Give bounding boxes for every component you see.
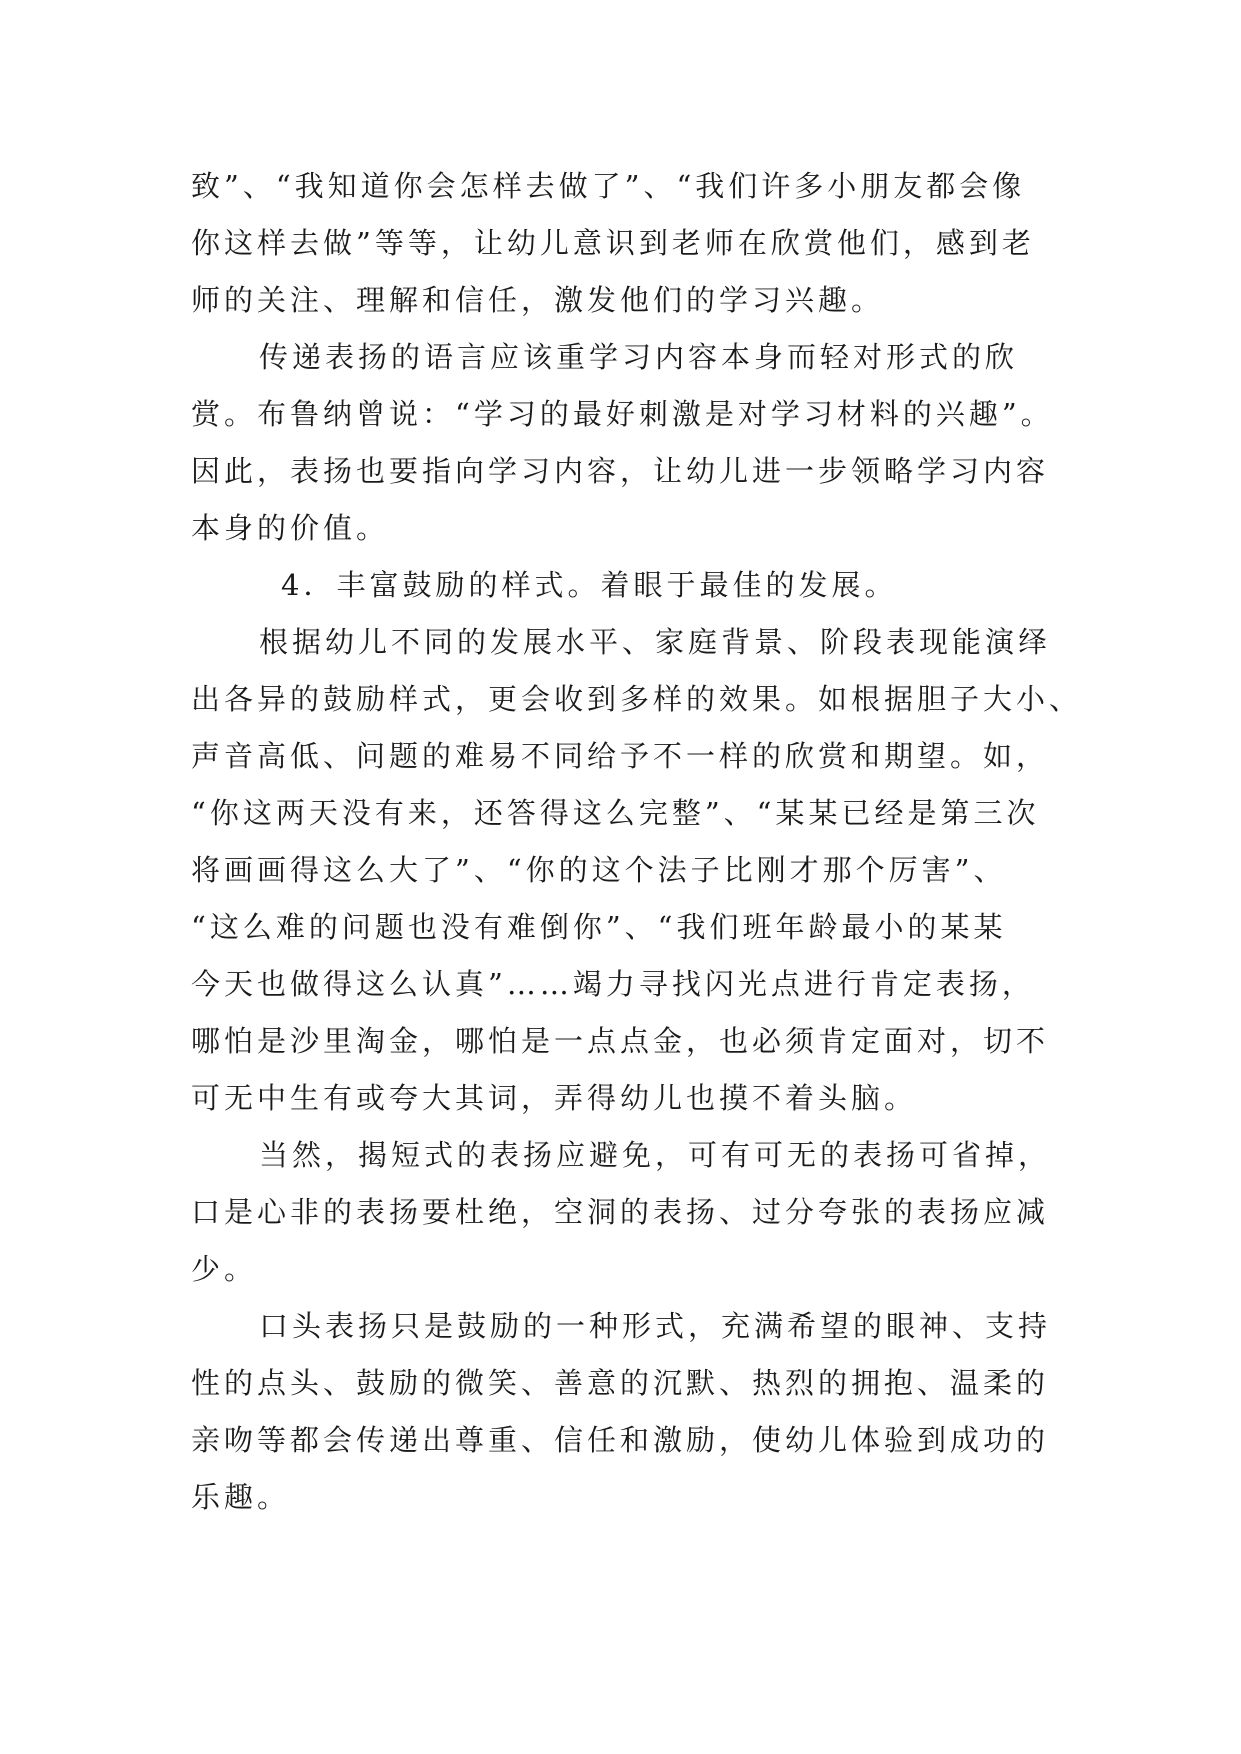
text-line: 亲吻等都会传递出尊重、信任和激励，使幼儿体验到成功的: [191, 1423, 1050, 1457]
paragraph-first-line: 传递表扬的语言应该重学习内容本身而轻对形式的欣: [259, 340, 1019, 374]
paragraph-first-line: 当然，揭短式的表扬应避免，可有可无的表扬可省掉，: [259, 1138, 1052, 1172]
text-line: 少。: [191, 1252, 258, 1286]
paragraph-first-line: 口头表扬只是鼓励的一种形式，充满希望的眼神、支持: [259, 1309, 1052, 1343]
text-line: 赏。布鲁纳曾说：“学习的最好刺激是对学习材料的兴趣”。: [191, 397, 1054, 431]
text-line: 因此，表扬也要指向学习内容，让幼儿进一步领略学习内容: [191, 454, 1050, 488]
text-line: 口是心非的表扬要杜绝，空洞的表扬、过分夸张的表扬应减: [191, 1195, 1050, 1229]
text-line: “你这两天没有来，还答得这么完整”、“某某已经是第三次: [191, 796, 1040, 830]
text-line: 哪怕是沙里淘金，哪怕是一点点金，也必须肯定面对，切不: [191, 1024, 1050, 1058]
section-heading: 4．丰富鼓励的样式。着眼于最佳的发展。: [281, 568, 898, 602]
text-line: 性的点头、鼓励的微笑、善意的沉默、热烈的拥抱、温柔的: [191, 1366, 1050, 1400]
text-line: 致”、“我知道你会怎样去做了”、“我们许多小朋友都会像: [191, 169, 1026, 203]
text-line: 你这样去做”等等，让幼儿意识到老师在欣赏他们，感到老: [191, 226, 1035, 260]
document-body: [191, 158, 1083, 1526]
text-line: “这么难的问题也没有难倒你”、“我们班年龄最小的某某: [191, 910, 1007, 944]
text-line: 可无中生有或夸大其词，弄得幼儿也摸不着头脑。: [191, 1081, 918, 1115]
paragraph-first-line: 根据幼儿不同的发展水平、家庭背景、阶段表现能演绎: [259, 625, 1052, 659]
text-line: 乐趣。: [191, 1480, 291, 1514]
text-line: 今天也做得这么认真”……竭力寻找闪光点进行肯定表扬，: [191, 967, 1035, 1001]
text-line: 将画画得这么大了”、“你的这个法子比刚才那个厉害”、: [191, 853, 1007, 887]
text-line: 师的关注、理解和信任，激发他们的学习兴趣。: [191, 283, 885, 317]
text-line: 出各异的鼓励样式，更会收到多样的效果。如根据胆子大小、: [191, 682, 1083, 716]
text-line: 声音高低、问题的难易不同给予不一样的欣赏和期望。如，: [191, 739, 1050, 773]
text-line: 本身的价值。: [191, 511, 390, 545]
